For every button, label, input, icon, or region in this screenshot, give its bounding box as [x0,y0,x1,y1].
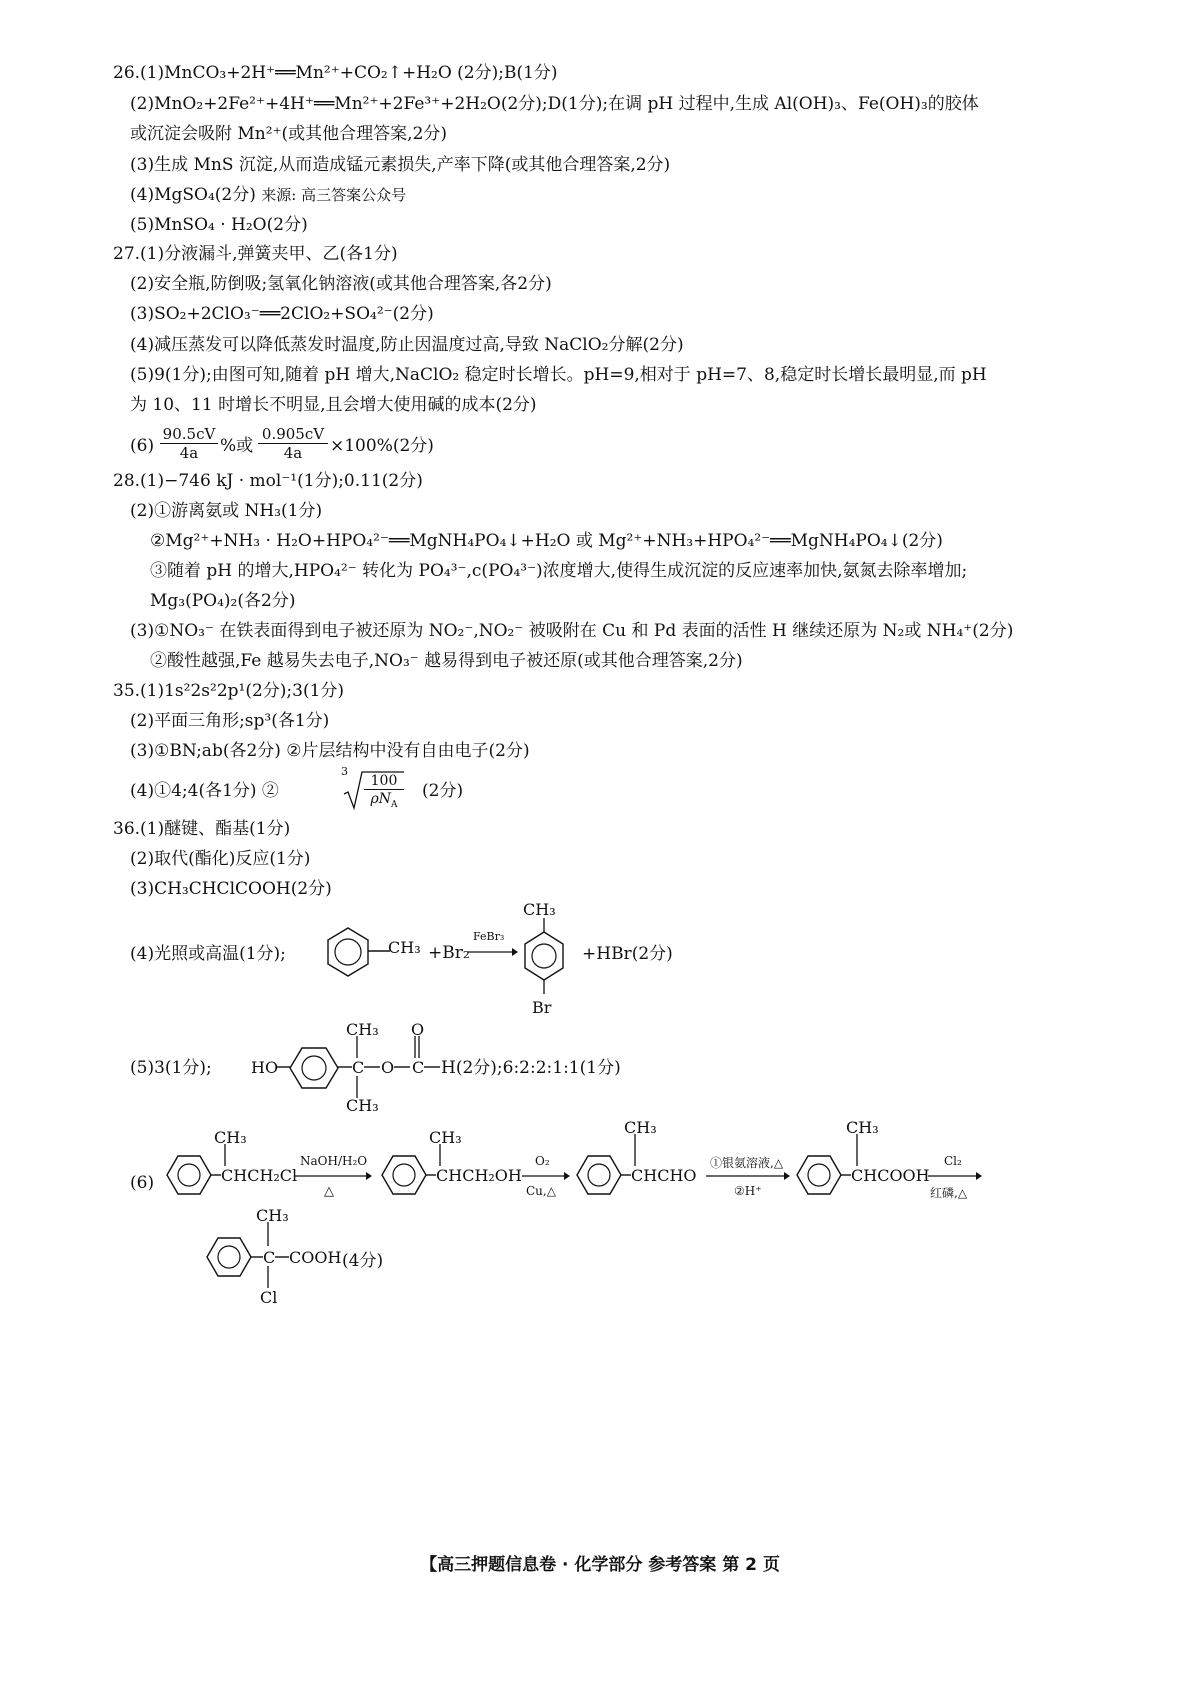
q28-line-5: Mg₃(PO₄)₂(各2分) [150,591,296,611]
q27-line-2: (2)安全瓶,防倒吸;氢氧化钠溶液(或其他合理答案,各2分) [130,274,552,294]
q35-line-1: 35.(1)1s²2s²2p¹(2分);3(1分) [113,681,345,701]
q35-4-suffix: (2分) [422,781,464,801]
carbonyl-oxygen: O [411,1020,425,1039]
benzene-ring-icon [519,918,569,1002]
reaction-arrow-icon [706,1170,790,1182]
quaternary-carbon: C [352,1058,365,1077]
ester-oxygen: O [381,1058,395,1077]
q36-line-1: 36.(1)醚键、酯基(1分) [113,819,291,839]
fraction-1-numerator: 90.5cV [160,425,218,444]
arrow3-reagent: ①银氨溶液,△ [710,1156,784,1170]
reaction-arrow-icon [294,1170,372,1182]
s4-chain: CHCOOH [851,1166,930,1185]
q27-6-suffix: ×100%(2分) [330,436,434,456]
q36-5-suffix: H(2分);6:2:2:1:1(1分) [441,1058,621,1078]
q28-line-7: ②酸性越强,Fe 越易失去电子,NO₃⁻ 越易得到电子被还原(或其他合理答案,2分) [150,651,743,671]
q28-line-6: (3)①NO₃⁻ 在铁表面得到电子被还原为 NO₂⁻,NO₂⁻ 被吸附在 Cu 和 Pd 表面的活性 H 继续还原为 N₂或 NH₄⁺(2分) [130,621,1014,641]
q36-6-prefix: (6) [130,1173,155,1193]
arrow1-reagent: NaOH/H₂O [300,1154,368,1168]
s5-carbon: C [263,1248,276,1267]
product-ch3: CH₃ [523,900,556,919]
q36-4-suffix: +HBr(2分) [582,944,673,964]
arrow1-condition: △ [324,1184,334,1199]
q36-line-2: (2)取代(酯化)反应(1分) [130,849,311,869]
q26-line-6: (5)MnSO₄ · H₂O(2分) [130,215,308,235]
reaction-arrow-icon [928,1170,982,1182]
benzene-ring-icon [575,1150,623,1200]
q27-6-prefix: (6) [130,436,155,456]
double-bond-icon [411,1036,423,1058]
benzene-ring-icon [288,1040,340,1096]
q26-line-5 [130,184,406,206]
arrow4-reagent: Cl₂ [944,1154,962,1168]
q35-4-prefix: (4)①4;4(各1分) ② [130,781,279,801]
quaternary-ch3-bottom: CH₃ [346,1096,379,1115]
fraction-1-denominator: 4a [179,444,199,462]
benzene-ring-icon [165,1150,213,1200]
arrow3-condition: ②H⁺ [734,1184,762,1198]
benzene-ring-icon [205,1232,253,1282]
s1-ch3: CH₃ [214,1128,247,1147]
q26-line-3: 或沉淀会吸附 Mn²⁺(或其他合理答案,2分) [130,124,448,144]
q26-line-5-text: (4)MgSO₄(2分) [130,185,256,205]
q36-4-prefix: (4)光照或高温(1分); [130,944,286,964]
root-index: 3 [341,765,348,778]
q36-line-3: (3)CH₃CHClCOOH(2分) [130,879,332,899]
bond-line-icon [841,1170,851,1180]
root-numerator: 100 [364,773,404,790]
q28-line-1: 28.(1)−746 kJ · mol⁻¹(1分);0.11(2分) [113,471,423,491]
root-denominator-text: ρN [370,791,391,807]
arrow2-condition: Cu,△ [526,1184,556,1198]
bond-vertical-icon [354,1036,360,1058]
s3-chain: CHCHO [631,1166,697,1185]
q26-line-4: (3)生成 MnS 沉淀,从而造成锰元素损失,产率下降(或其他合理答案,2分) [130,155,671,175]
s5-score: (4分) [342,1251,384,1271]
s4-ch3: CH₃ [846,1118,879,1137]
bond-line-icon [364,1062,380,1072]
product-br: Br [532,998,552,1017]
s5-cooh: COOH [289,1248,342,1267]
s3-ch3: CH₃ [624,1118,657,1137]
bond-line-icon [621,1170,631,1180]
q35-line-4 [130,766,550,812]
q35-line-3: (3)①BN;ab(各2分) ②片层结构中没有自由电子(2分) [130,741,530,761]
hydroxy-ho: HO [251,1058,279,1077]
bond-line-icon [424,1062,440,1072]
s2-ch3: CH₃ [429,1128,462,1147]
arrow4-condition: 红磷,△ [930,1186,968,1200]
q27-line-4: (4)减压蒸发可以降低蒸发时温度,防止因温度过高,导致 NaClO₂分解(2分) [130,335,684,355]
bond-line-icon [338,1062,352,1072]
q27-6-mid: %或 [220,436,254,456]
bond-line-icon [394,1062,410,1072]
q28-line-3: ②Mg²⁺+NH₃ · H₂O+HPO₄²⁻══MgNH₄PO₄↓+H₂O 或 Mg²⁺+NH₃+HPO₄²⁻══MgNH₄PO₄↓(2分) [150,531,943,551]
bond-line-icon [426,1170,436,1180]
toluene-ch3: CH₃ [388,938,421,957]
fraction-1 [160,425,218,462]
benzene-ring-icon [795,1150,843,1200]
q28-line-4: ③随着 pH 的增大,HPO₄²⁻ 转化为 PO₄³⁻,c(PO₄³⁻)浓度增大,使得生成沉淀的反应速率加快,氨氮去除率增加; [150,561,968,581]
root-denominator-subscript: A [390,799,398,810]
benzene-ring-icon [322,922,374,982]
q27-line-1: 27.(1)分液漏斗,弹簧夹甲、乙(各1分) [113,244,398,264]
reaction-arrow-icon [468,946,518,958]
q26-line-1: 26.(1)MnCO₃+2H⁺══Mn²⁺+CO₂↑+H₂O (2分);B(1分) [113,63,558,83]
source-note: 来源: 高三答案公众号 [261,186,407,204]
plus-br2: +Br₂ [428,943,470,963]
q35-line-2: (2)平面三角形;sp³(各1分) [130,711,330,731]
reaction-arrow-icon [522,1170,570,1182]
fraction-2-numerator: 0.905cV [258,425,328,444]
bond-line-icon [211,1170,221,1180]
bond-line-icon [251,1252,263,1262]
bond-vertical-icon [632,1134,638,1166]
root-denominator [364,791,404,813]
q26-line-2: (2)MnO₂+2Fe²⁺+4H⁺══Mn²⁺+2Fe³⁺+2H₂O(2分);D(1分);在调 pH 过程中,生成 Al(OH)₃、Fe(OH)₃的胶体 [130,94,979,114]
bond-vertical-icon [854,1134,860,1166]
catalyst-febr3: FeBr₃ [473,930,505,943]
arrow2-reagent: O₂ [535,1154,550,1168]
bond-vertical-icon [265,1222,271,1246]
cube-root-expression [338,766,428,812]
s2-chain: CHCH₂OH [436,1166,522,1185]
carbonyl-carbon: C [412,1058,425,1077]
q36-5-prefix: (5)3(1分); [130,1058,212,1078]
q27-line-3: (3)SO₂+2ClO₃⁻══2ClO₂+SO₄²⁻(2分) [130,304,434,324]
q27-line-6: 为 10、11 时增长不明显,且会增大使用碱的成本(2分) [130,395,537,415]
quaternary-ch3-top: CH₃ [346,1020,379,1039]
bond-vertical-icon [437,1144,443,1166]
bond-vertical-icon [265,1266,271,1288]
fraction-2-denominator: 4a [283,444,303,462]
q27-line-5: (5)9(1分);由图可知,随着 pH 增大,NaClO₂ 稳定时长增长。pH=9,相对于 pH=7、8,稳定时长增长最明显,而 pH [130,365,987,385]
page-footer: 【高三押题信息卷 · 化学部分 参考答案 第 2 页 [420,1555,780,1575]
s1-chain: CHCH₂Cl [221,1166,298,1185]
bond-line-icon [368,946,390,956]
s5-ch3: CH₃ [256,1206,289,1225]
fraction-2 [258,425,328,462]
bond-vertical-icon [354,1076,360,1098]
bond-vertical-icon [222,1144,228,1166]
s5-cl: Cl [260,1288,278,1307]
benzene-ring-icon [380,1150,428,1200]
bond-line-icon [275,1252,289,1262]
q28-line-2: (2)①游离氨或 NH₃(1分) [130,501,323,521]
